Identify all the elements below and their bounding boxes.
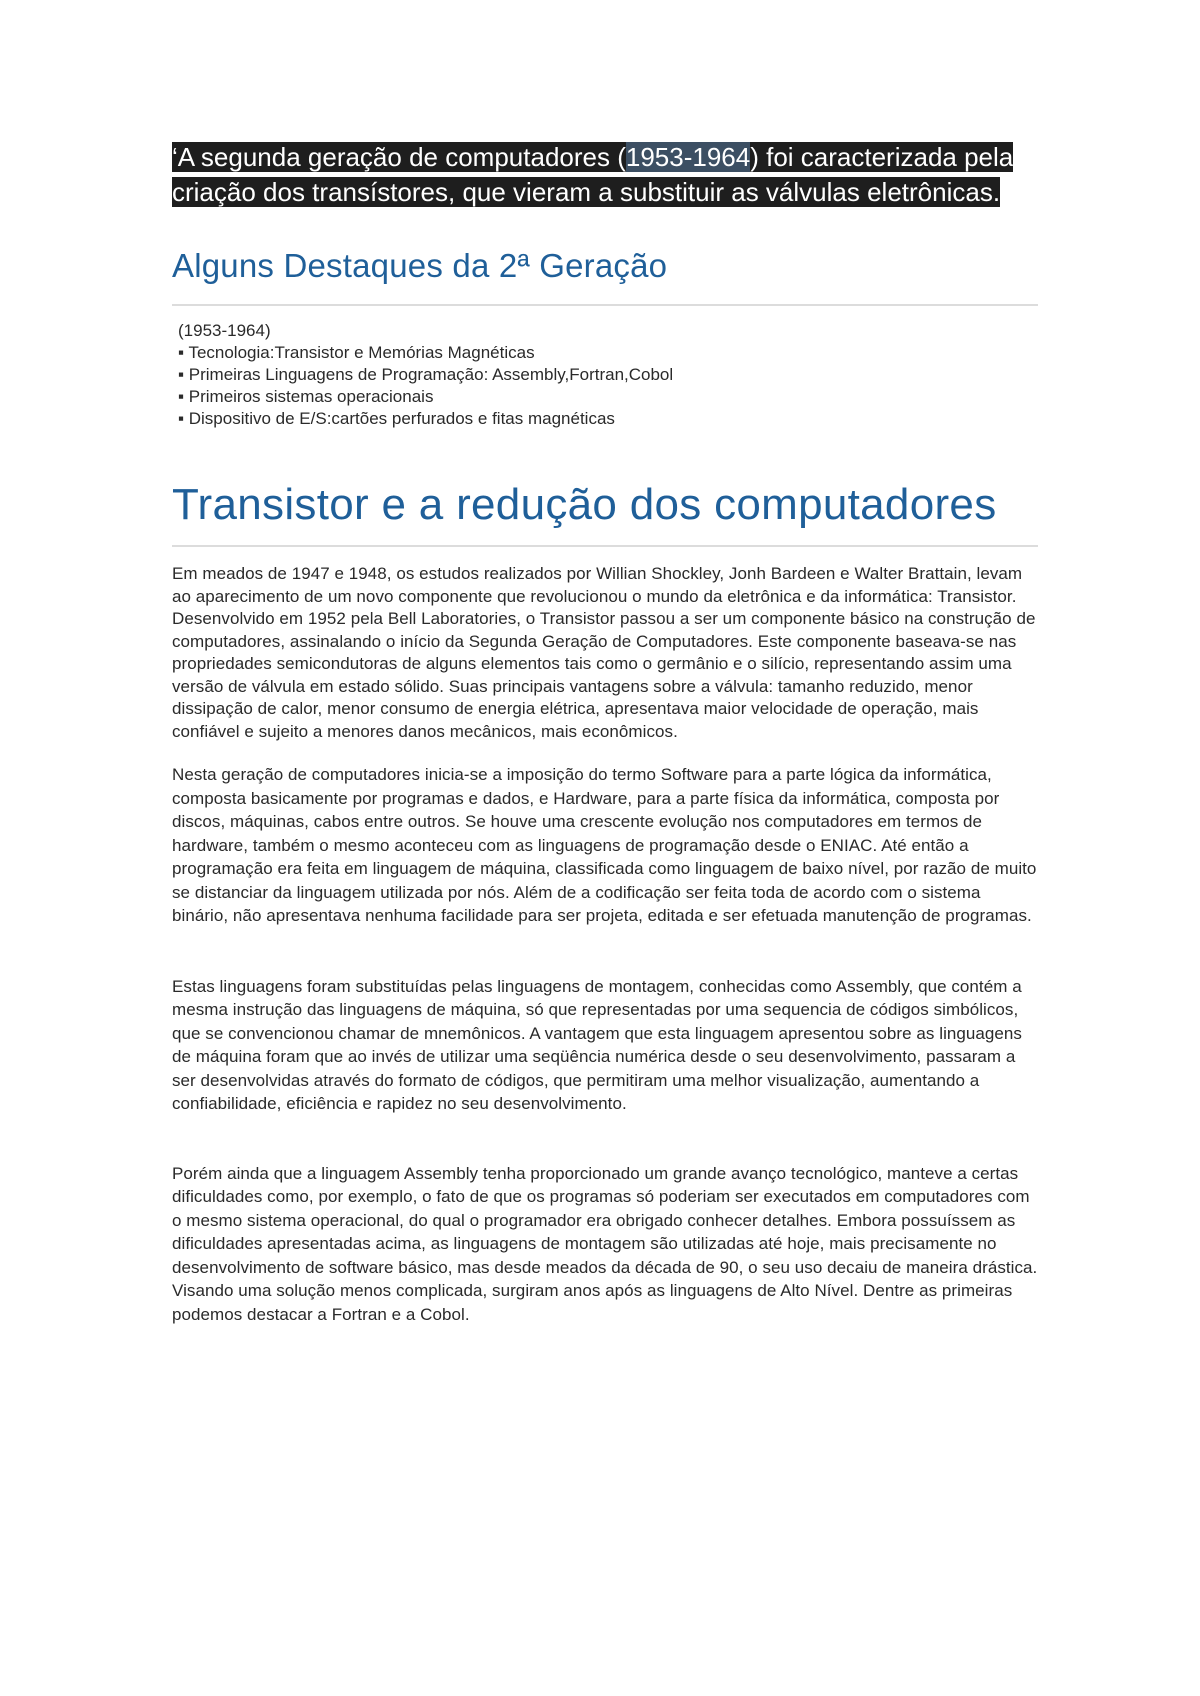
intro-text-before: A segunda geração de computadores ( (177, 142, 626, 172)
intro-quote-mark: ‘ (172, 142, 178, 172)
intro-selection[interactable] (172, 142, 1013, 207)
article-paragraph: Porém ainda que a linguagem Assembly tenha proporcionado um grande avanço tecnológico, manteve a certas dificuldades como, por exemplo, o fato de que os programas só poderiam ser executados em computadores com o mesmo sistema operacional, do qual o programador era obrigado conhecer detalhes. Embora possuíssem as dificuldades apresentadas acima, as linguagens de montagem são utilizadas até hoje, mais precisamente no desenvolvimento de software básico, mas desde meados da década de 90, o seu uso decaiu de maneira drástica. Visando uma solução menos complicada, surgiram anos após as linguagens de Alto Nível. Dentre as primeiras podemos destacar a Fortran e a Cobol. (172, 1163, 1038, 1324)
highlights-heading: Alguns Destaques da 2ª Geração (172, 247, 668, 284)
highlights-period: (1953-1964) (178, 321, 271, 340)
list-item: ▪ Primeiras Linguagens de Programação: Assembly,Fortran,Cobol (178, 365, 674, 384)
list-item: ▪ Dispositivo de E/S:cartões perfurados e fitas magnéticas (178, 409, 615, 428)
list-item: ▪ Primeiros sistemas operacionais (178, 387, 434, 406)
article-paragraph: Em meados de 1947 e 1948, os estudos realizados por Willian Shockley, Jonh Bardeen e Walter Brattain, levam ao aparecimento de um novo componente que revolucionou o mundo da eletrônica e da informática: Transistor. Desenvolvido em 1952 pela Bell Laboratories, o Transistor passou a ser um componente básico na construção de computadores, assinalando o início da Segunda Geração de Computadores. Este componente baseava-se nas propriedades semicondutoras de alguns elementos tais como o germânio e o silício, representando assim uma versão de válvula em estado sólido. Suas principais vantagens sobre a válvula: tamanho reduzido, menor dissipação de calor, menor consumo de energia elétrica, apresentava maior velocidade de operação, mais confiável e sujeito a menores danos mecânicos, mais econômicos. (172, 564, 1036, 741)
highlights-list (178, 320, 1038, 430)
article-heading: Transistor e a redução dos computadores (172, 480, 997, 529)
list-item: ▪ Tecnologia:Transistor e Memórias Magnéticas (178, 343, 535, 362)
intro-text-after: ) foi caracterizada pela criação dos transístores, que vieram a substituir as válvulas eletrônicas. (172, 142, 1014, 207)
section-divider (172, 304, 1038, 306)
article-paragraph: Estas linguagens foram substituídas pelas linguagens de montagem, conhecidas como Assembly, que contém a mesma instrução das linguagens de máquina, só que representadas por uma sequencia de códigos simbólicos, que se convencionou chamar de mnemônicos. A vantagem que esta linguagem apresentou sobre as linguagens de máquina foram que ao invés de utilizar uma seqüência numérica desde o seu desenvolvimento, passaram a ser desenvolvidas através do formato de códigos, que permitiram uma melhor visualização, aumentando a confiabilidade, eficiência e rapidez no seu desenvolvimento. (172, 976, 1022, 1113)
intro-selected-years: 1953-1964 (625, 142, 751, 172)
document-page (172, 140, 1038, 1326)
article-paragraph: Nesta geração de computadores inicia-se a imposição do termo Software para a parte lógica da informática, composta basicamente por programas e dados, e Hardware, para a parte física da informática, composta por discos, máquinas, cabos entre outros. Se houve uma crescente evolução nos computadores em termos de hardware, também o mesmo aconteceu com as linguagens de programação desde o ENIAC. Até então a programação era feita em linguagem de máquina, classificada como linguagem de baixo nível, por razão de muito se distanciar da linguagem utilizada por nós. Além de a codificação ser feita toda de acordo com o sistema binário, não apresentava nenhuma facilidade para ser projeta, editada e ser efetuada manutenção de programas. (172, 765, 1037, 925)
intro-highlighted-text[interactable] (172, 140, 1038, 210)
section-divider (172, 545, 1038, 547)
